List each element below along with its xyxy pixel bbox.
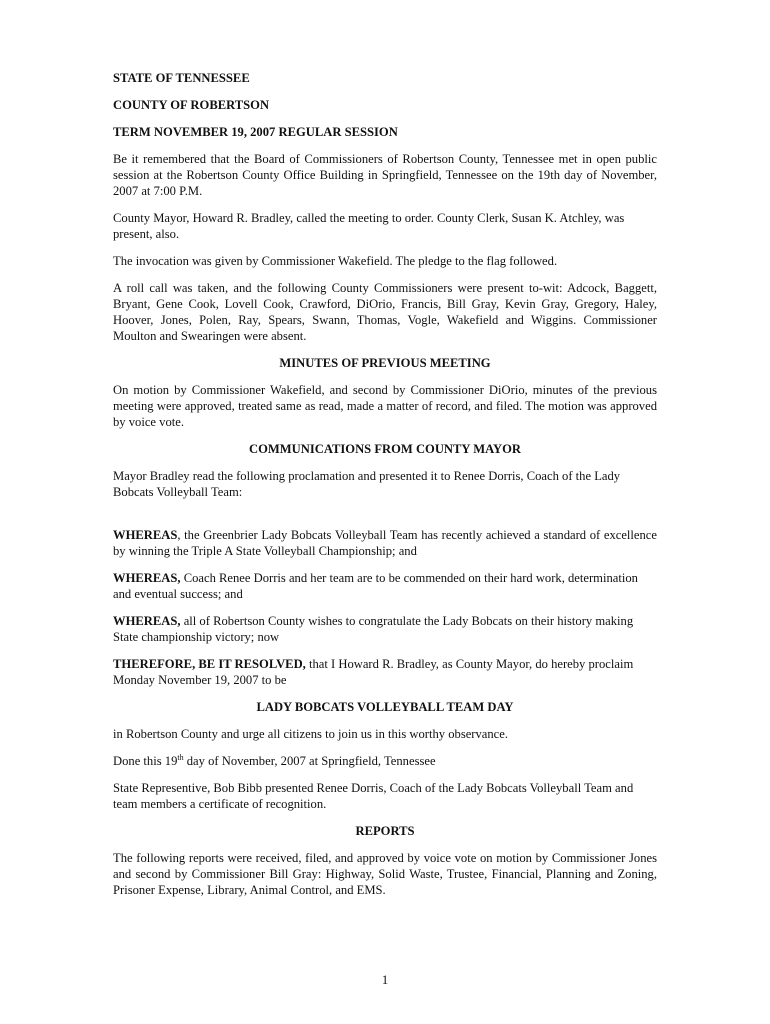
- intro-paragraph-2: County Mayor, Howard R. Bradley, called the meeting to order. County Clerk, Susan K. Atchley, was present, also.: [113, 211, 625, 241]
- done-sup: th: [177, 752, 184, 762]
- whereas-lead-3: WHEREAS,: [113, 614, 181, 628]
- county-urge-paragraph: in Robertson County and urge all citizens to join us in this worthy observance.: [113, 727, 509, 741]
- whereas-text-1: , the Greenbrier Lady Bobcats Volleyball Team has recently achieved a standard of excellence by winning the Triple A State Volleyball Championship; and: [113, 528, 657, 558]
- document-page: [113, 70, 657, 909]
- therefore-lead: THEREFORE, BE IT RESOLVED,: [113, 657, 306, 671]
- intro-paragraph-1: Be it remembered that the Board of Commissioners of Robertson County, Tennessee met in open public session at the Robertson County Office Building in Springfield, Tennessee on the 19th day of November, 2007 at 7:00 P.M.: [113, 152, 657, 198]
- done-pre: Done this 19: [113, 754, 178, 768]
- whereas-lead-1: WHEREAS: [113, 528, 178, 542]
- reports-heading: REPORTS: [355, 824, 415, 838]
- state-rep-paragraph: State Representive, Bob Bibb presented Renee Dorris, Coach of the Lady Bobcats Volleyball Team and team members a certificate of recognition.: [113, 781, 634, 811]
- whereas-paragraph-3: [113, 613, 657, 645]
- whereas-text-3: all of Robertson County wishes to congratulate the Lady Bobcats on their history making State championship victory; now: [113, 614, 634, 644]
- therefore-text: that I Howard R. Bradley, as County Mayor, do hereby proclaim Monday November 19, 2007 to be: [113, 657, 634, 687]
- county-heading: COUNTY OF ROBERTSON: [113, 98, 270, 112]
- minutes-paragraph: On motion by Commissioner Wakefield, and second by Commissioner DiOrio, minutes of the previous meeting were approved, treated same as read, made a matter of record, and filed. The motion was approved by voice vote.: [113, 383, 657, 429]
- reports-paragraph: The following reports were received, filed, and approved by voice vote on motion by Commissioner Jones and second by Commissioner Bill Gray: Highway, Solid Waste, Trustee, Financial, Planning and Zoning, Prisoner Expense, Library, Animal Control, and EMS.: [113, 851, 657, 897]
- page-number: 1: [381, 973, 389, 987]
- minutes-heading: MINUTES OF PREVIOUS MEETING: [279, 356, 491, 370]
- invocation-paragraph: The invocation was given by Commissioner Wakefield. The pledge to the flag followed.: [113, 254, 558, 268]
- whereas-text-2: Coach Renee Dorris and her team are to be commended on their hard work, determination and eventual success; and: [113, 571, 638, 601]
- done-paragraph: [113, 753, 657, 769]
- day-title-heading: LADY BOBCATS VOLLEYBALL TEAM DAY: [256, 700, 514, 714]
- whereas-lead-2: WHEREAS,: [113, 571, 181, 585]
- term-heading: TERM NOVEMBER 19, 2007 REGULAR SESSION: [113, 125, 398, 139]
- therefore-paragraph: [113, 656, 657, 688]
- state-heading: STATE OF TENNESSEE: [113, 71, 250, 85]
- whereas-paragraph-1: [113, 527, 657, 559]
- roll-call-paragraph: A roll call was taken, and the following County Commissioners were present to-wit: Adcock, Baggett, Bryant, Gene Cook, Lovell Cook, Crawford, DiOrio, Francis, Bill Gray, Kevin Gray, Gregory, Haley, Hoover, Jones, Polen, Ray, Spears, Swann, Thomas, Vogle, Wakefield and Wiggins. Commissioner Moulton and Swearingen were absent.: [113, 281, 657, 343]
- whereas-paragraph-2: [113, 570, 657, 602]
- spacer: [113, 511, 657, 527]
- communications-heading: COMMUNICATIONS FROM COUNTY MAYOR: [248, 442, 522, 456]
- done-post: day of November, 2007 at Springfield, Tennessee: [183, 754, 436, 768]
- proclamation-intro: Mayor Bradley read the following proclamation and presented it to Renee Dorris, Coach of the Lady Bobcats Volleyball Team:: [113, 469, 621, 499]
